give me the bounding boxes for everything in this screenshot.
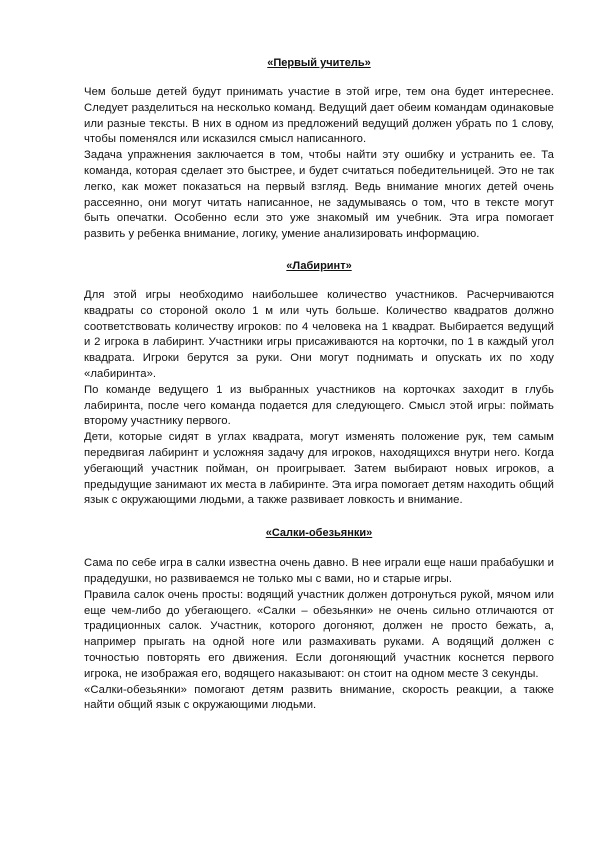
paragraph: Правила салок очень просты: водящий участник должен дотронуться рукой, мячом или еще чем-либо до убегающего. «Салки – обезьянки» не очень сильно отличаются от традиционных салок. Участник, которого догоняют, должен не просто бежать, а, например прыгать на одной ноге или размахивать руками. А водящий должен с точностью повторять его движения. Если догоняющий участник коснется первого игрока, не изображая его, водящего наказывают: он стоит на одном месте 3 секунды. xyxy=(84,588,554,680)
paragraph: Чем больше детей будут принимать участие в этой игре, тем она будет интереснее. Следует разделиться на несколько команд. Ведущий дает обеим командам одинаковые или разные тексты. В них в одном из предложений ведущий должен убрать по 1 слову, чтобы поменялся или исказился смысл написанного. xyxy=(84,86,554,146)
section-title: «Лабиринт» xyxy=(286,259,352,272)
section-title: «Салки-обезьянки» xyxy=(265,527,373,540)
section-title: «Первый учитель» xyxy=(267,57,371,69)
paragraph: Задача упражнения заключается в том, чтобы найти эту ошибку и устранить ее. Та команда, которая сделает это быстрее, и будет считаться победительницей. Это не так легко, как может показаться на первый взгляд. Ведь внимание многих детей очень рассеянно, они могут читать написанное, не задумываясь о том, что в тексте могут быть опечатки. Особенно если это уже знакомый им учебник. Эта игра помогает развить у ребенка внимание, логику, умение анализировать информацию. xyxy=(84,149,554,241)
paragraph: Для этой игры необходимо наибольшее количество участников. Расчерчиваются квадраты со стороной около 1 м или чуть больше. Количество квадратов должно соответствовать количеству игроков: по 4 человека на 1 квадрат. Выбирается ведущий и 2 игрока в лабиринт. Участники игры присаживаются на корточки, по 1 в каждый угол квадрата. Игроки берутся за руки. Они могут поднимать и опускать их по ходу «лабиринта». xyxy=(84,288,554,380)
paragraph: Дети, которые сидят в углах квадрата, могут изменять положение рук, тем самым передвигая лабиринт и усложняя задачу для игроков, находящихся внутри него. Когда убегающий участник пойман, он проигрывает. Затем выбирают новых игроков, а предыдущие занимают их места в лабиринте. Эта игра помогает детям находить общий язык с окружающими людьми, а также развивает ловкость и внимание. xyxy=(84,431,554,507)
section-first-teacher xyxy=(84,56,554,243)
paragraph: «Салки-обезьянки» помогают детям развить внимание, скорость реакции, а также найти общий язык с окружающими людьми. xyxy=(84,683,554,712)
paragraph: По команде ведущего 1 из выбранных участников на корточках заходит в глубь лабиринта, после чего команда подается для следующего. Смысл этой игры: поймать второму участнику первого. xyxy=(84,383,554,428)
section-monkey-tag xyxy=(84,526,554,714)
section-labyrinth xyxy=(84,259,554,509)
paragraph: Сама по себе игра в салки известна очень давно. В нее играли еще наши прабабушки и прадедушки, но развиваемся не только мы с вами, но и старые игры. xyxy=(84,557,554,585)
document-page xyxy=(84,56,554,714)
